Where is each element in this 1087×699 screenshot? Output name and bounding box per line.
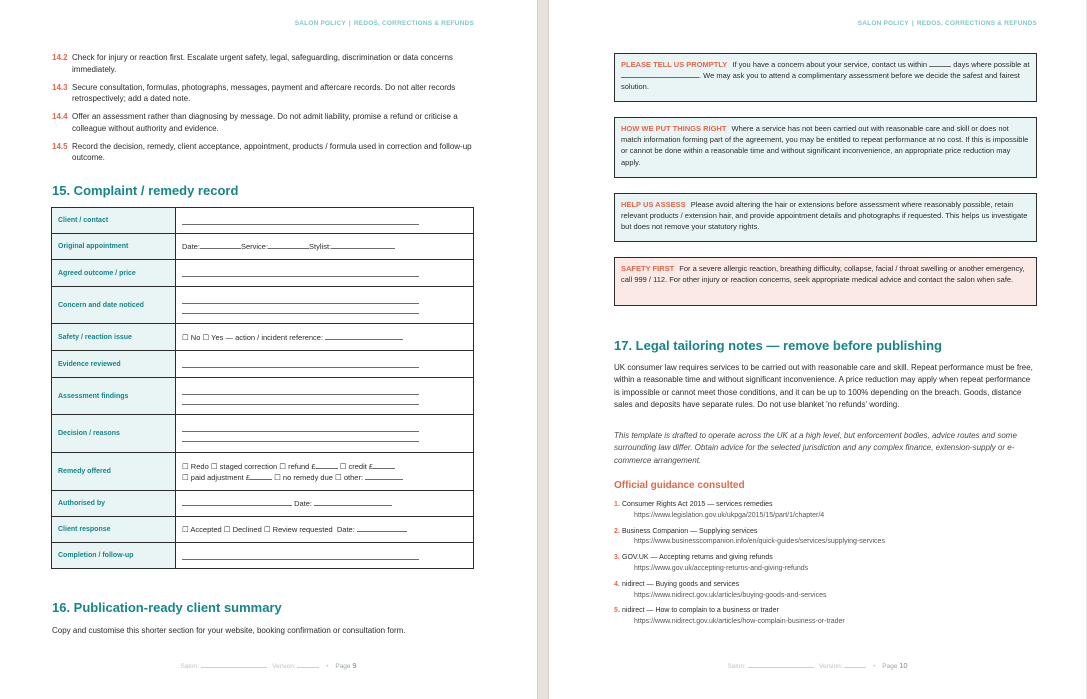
table-row (52, 260, 474, 287)
response-review-checkbox[interactable]: ☐ Review requested (263, 525, 333, 534)
list-item: 5. nidirect — How to complain to a business or trader https://www.nidirect.gov.uk/articles/how-complain-business-or-trader (614, 606, 1037, 628)
remedy-staged-checkbox[interactable]: ☐ staged correction (210, 461, 278, 471)
table-row (52, 287, 474, 324)
list-item: 1. Consumer Rights Act 2015 — services remedies https://www.legislation.gov.uk/ukpga/2015/15/part/1/chapter/4 (614, 500, 1037, 522)
remedy-field[interactable] (176, 453, 474, 491)
callout-tell-us-promptly: PLEASE TELL US PROMPTLY If you have a concern about your service, contact us within days where possible at . We may ask you to attend a complimentary assessment before we decide the safest and fairest solution. (614, 53, 1037, 102)
row-label: Client response (52, 517, 176, 543)
completion-field[interactable] (176, 543, 474, 569)
table-row (52, 491, 474, 517)
row-label: Concern and date noticed (52, 287, 176, 324)
evidence-field[interactable] (176, 351, 474, 378)
legal-text: UK consumer law requires services to be carried out with reasonable care and skill. Repeat performance must be free, within a reasonable time and without significant inconvenience. A price reduction may apply when repeat performance is impossible or cannot meet those conditions, and it can be up to 100% depending on the breach. Goods, distance sales and deposits have separate rules. Do not use blanket 'no refunds' wording. (614, 363, 1033, 410)
table-row (52, 208, 474, 234)
table-row (52, 234, 474, 260)
legal-note: This template is drafted to operate across the UK at a high level, but enforcement bodies, advice routes and some surrounding law differ. Obtain advice for the selected jurisdiction and any complex finance, extension-supply or e-commerce arrangement. (614, 431, 1017, 465)
response-accepted-checkbox[interactable]: ☐ Accepted (182, 525, 222, 534)
list-item: 14.2 Check for injury or reaction first. Escalate urgent safety, legal, safeguarding, discrimination or data concerns immediately. (52, 53, 453, 74)
table-row (52, 378, 474, 415)
remedy-refund-checkbox[interactable]: ☐ refund £ (279, 461, 316, 471)
list-item: 14.4 Offer an assessment rather than diagnosing by message. Do not admit liability, promise a refund or criticise a colleague without authority and evidence. (52, 112, 458, 133)
agreed-outcome-field[interactable] (176, 260, 474, 287)
row-label: Evidence reviewed (52, 351, 176, 378)
safety-no-checkbox[interactable]: ☐ No (182, 332, 201, 342)
reference-link[interactable]: https://www.gov.uk/accepting-returns-and-giving-refunds (634, 564, 809, 572)
row-label: Original appointment (52, 234, 176, 260)
section-17-title: 17. Legal tailoring notes — remove before publishing (614, 338, 942, 353)
table-row (52, 517, 474, 543)
page-footer: Salon: Version: • Page 10 (727, 661, 908, 670)
row-label: Completion / follow-up (52, 543, 176, 569)
table-row (52, 543, 474, 569)
running-header: SALON POLICY | REDOS, CORRECTIONS & REFUNDS (857, 20, 1037, 27)
section-16-intro: Copy and customise this shorter section for your website, booking confirmation or consultation form. (52, 626, 406, 635)
list-item: 14.5 Record the decision, remedy, client acceptance, appointment, products / formula used in correction and follow-up outcome. (52, 141, 472, 162)
callout-help-us-assess: HELP US ASSESS Please avoid altering the hair or extensions before assessment where reasonably possible, retain relevant products / extension hair, and provide appointment details and photographs if requested. This helps us investigate but does not remove your statutory rights. (614, 193, 1037, 242)
table-row (52, 415, 474, 453)
procedure-steps (52, 52, 472, 170)
remedy-redo-checkbox[interactable]: ☐ Redo (182, 461, 209, 471)
table-row (52, 324, 474, 351)
page-number: 9 (352, 661, 357, 670)
row-label: Decision / reasons (52, 415, 176, 453)
guidance-title: Official guidance consulted (614, 480, 745, 491)
page-footer: Salon: Version: • Page 9 (180, 661, 357, 670)
remedy-other-checkbox[interactable]: ☐ other: (335, 472, 364, 482)
page-9 (0, 0, 537, 699)
authorised-field[interactable]: Date: (176, 491, 474, 517)
remedy-credit-checkbox[interactable]: ☐ credit £ (339, 461, 374, 471)
guidance-list (614, 500, 1037, 633)
callout-put-things-right: HOW WE PUT THINGS RIGHT Where a service has not been carried out with reasonable care and skill or does not match information forming part of the agreement, you may be entitled to repeat performance at no cost. If this is impossible or cannot be done within a reasonable time and without significant inconvenience, an appropriate price reduction may apply. (614, 117, 1037, 178)
page-10 (549, 0, 1086, 699)
original-appointment-field[interactable]: Date: Service: Stylist: (176, 234, 474, 260)
reference-link[interactable]: https://www.legislation.gov.uk/ukpga/2015/15/part/1/chapter/4 (634, 511, 825, 519)
callout-safety-first: SAFETY FIRST For a severe allergic reaction, breathing difficulty, collapse, facial / throat swelling or another emergency, call 999 / 112. For other injury or reaction concerns, seek appropriate medical advice and contact the salon when safe. (614, 257, 1037, 306)
table-row (52, 453, 474, 491)
running-header: SALON POLICY | REDOS, CORRECTIONS & REFUNDS (294, 20, 474, 27)
list-item: 3. GOV.UK — Accepting returns and giving refunds https://www.gov.uk/accepting-returns-and-giving-refunds (614, 553, 1037, 575)
client-response-field[interactable]: ☐ Accepted ☐ Declined ☐ Review requested Date: (176, 517, 474, 543)
remedy-paid-checkbox[interactable]: ☐ paid adjustment £ (182, 472, 251, 482)
reference-link[interactable]: https://www.nidirect.gov.uk/articles/how-complain-business-or-trader (634, 618, 845, 626)
decision-field[interactable] (176, 415, 474, 453)
remedy-none-checkbox[interactable]: ☐ no remedy due (274, 472, 333, 482)
findings-field[interactable] (176, 378, 474, 415)
client-contact-field[interactable] (176, 208, 474, 234)
response-declined-checkbox[interactable]: ☐ Declined (223, 525, 262, 534)
row-label: Safety / reaction issue (52, 324, 176, 351)
list-item: 4. nidirect — Buying goods and services https://www.nidirect.gov.uk/articles/buying-goods-and-services (614, 580, 1037, 602)
list-item: 2. Business Companion — Supplying services https://www.businesscompanion.info/en/quick-guides/services/supplying-services (614, 527, 1037, 549)
list-item: 14.3 Secure consultation, formulas, photographs, messages, payment and aftercare records. Do not alter records retrospectively; add a dated note. (52, 82, 456, 103)
row-label: Client / contact (52, 208, 176, 234)
page-gutter (537, 0, 549, 699)
table-row (52, 351, 474, 378)
row-label: Assessment findings (52, 378, 176, 415)
row-label: Remedy offered (52, 453, 176, 491)
page-number: 10 (899, 661, 908, 670)
concern-field[interactable] (176, 287, 474, 324)
safety-yes-checkbox[interactable]: ☐ Yes — action / incident reference: (202, 332, 324, 342)
complaint-record-table (51, 207, 474, 569)
row-label: Agreed outcome / price (52, 260, 176, 287)
reference-link[interactable]: https://www.businesscompanion.info/en/quick-guides/services/supplying-services (634, 538, 885, 546)
section-15-title: 15. Complaint / remedy record (52, 183, 239, 198)
section-16-title: 16. Publication-ready client summary (52, 600, 282, 615)
reference-link[interactable]: https://www.nidirect.gov.uk/articles/buying-goods-and-services (634, 591, 827, 599)
safety-issue-field[interactable] (176, 324, 474, 351)
row-label: Authorised by (52, 491, 176, 517)
